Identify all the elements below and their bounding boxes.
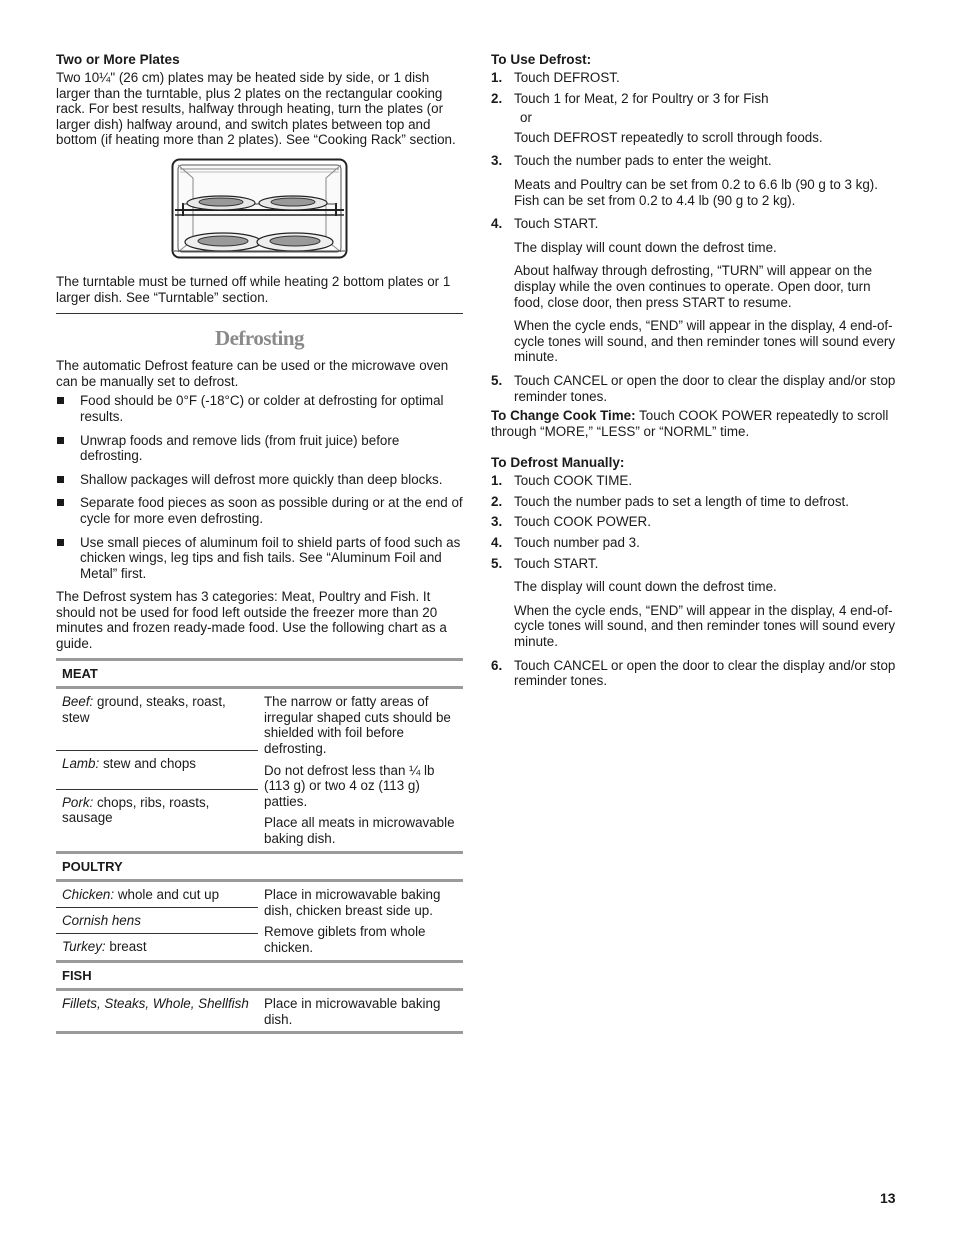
use-defrost-steps — [491, 70, 899, 404]
list-item: 4. Touch START. The display will count down the defrost time. About halfway through defrosting, “TURN” will appear on the display while the oven continues to operate. Open door, turn food, close door, then press START to resume. When the cycle ends, “END” will appear in the display, 4 end-of-cycle tones will sound, and then reminder tones will sound every minute. — [491, 216, 896, 365]
table-category-row — [56, 961, 463, 990]
table-category-row — [56, 852, 463, 881]
defrost-manually-steps — [491, 473, 899, 689]
bullet-square-icon — [57, 476, 64, 483]
list-item: Use small pieces of aluminum foil to shield parts of food such as chicken wings, leg tips and fish tails. See “Aluminum Foil and Metal” first. — [56, 535, 463, 582]
food-cell: Turkey: breast — [62, 939, 147, 955]
left-column — [56, 52, 463, 1034]
food-cell: Chicken: whole and cut up — [56, 881, 258, 908]
defrost-intro: The automatic Defrost feature can be used or the microwave oven can be manually set to defrost. — [56, 358, 449, 389]
oven-rack-illustration — [171, 158, 348, 260]
bullet-square-icon — [57, 437, 64, 444]
food-cell: Lamb: stew and chops — [56, 751, 258, 789]
table-row — [56, 881, 463, 908]
list-item: 3. Touch COOK POWER. — [491, 514, 651, 530]
list-item: Unwrap foods and remove lids (from fruit juice) before defrosting. — [56, 433, 463, 464]
tips-cell: Place in microwavable baking dish. — [258, 990, 463, 1033]
defrost-system-paragraph: The Defrost system has 3 categories: Meat, Poultry and Fish. It should not be used for food left outside the freezer more than 20 minutes and frozen ready-made food. Use the following chart as a guide. — [56, 589, 447, 652]
plates-paragraph: Two 10¼" (26 cm) plates may be heated side by side, or 1 dish larger than the turntable, plus 2 plates on the rectangular cooking rack. For best results, halfway through heating, turn the plates (or larger dish) halfway around, and switch plates between top and bottom (if heating more than 2 plates). See “Cooking Rack” section. — [56, 70, 456, 148]
tips-cell: Place in microwavable baking dish, chicken breast side up. Remove giblets from whole chicken. — [264, 887, 441, 955]
list-item: 2. Touch 1 for Meat, 2 for Poultry or 3 for Fish or Touch DEFROST repeatedly to scroll through foods. — [491, 90, 823, 145]
food-cell: Pork: chops, ribs, roasts, sausage — [62, 794, 210, 826]
bullet-square-icon — [57, 499, 64, 506]
list-item: 5. Touch CANCEL or open the door to clear the display and/or stop reminder tones. — [491, 372, 896, 404]
section-divider — [56, 313, 463, 314]
defrost-guide-table — [56, 658, 463, 1035]
section-title: Defrosting — [214, 326, 305, 351]
plates-heading: Two or More Plates — [56, 52, 180, 67]
bullet-square-icon — [57, 539, 64, 546]
list-item: 3. Touch the number pads to enter the weight. Meats and Poultry can be set from 0.2 to 6.6 lb (90 g to 3 kg). Fish can be set from 0.2 to 4.4 lb (90 g to 2 kg). — [491, 153, 878, 208]
list-item: 5. Touch START. The display will count down the defrost time. When the cycle ends, “END” will appear in the display, 4 end-of-cycle tones will sound, and then reminder tones will sound every minute. — [491, 555, 896, 650]
change-cook-time-paragraph: To Change Cook Time: Touch COOK POWER repeatedly to scroll through “MORE,” “LESS” or “NORML” time. — [491, 408, 889, 439]
table-category-row — [56, 659, 463, 688]
category-poultry: POULTRY — [56, 852, 463, 881]
list-item: 6. Touch CANCEL or open the door to clear the display and/or stop reminder tones. — [491, 657, 896, 689]
category-meat: MEAT — [56, 659, 463, 688]
bullet-square-icon — [57, 397, 64, 404]
use-defrost-heading: To Use Defrost: — [491, 52, 592, 67]
right-column — [491, 52, 899, 694]
food-cell: Beef: ground, steaks, roast, stew — [56, 688, 258, 751]
defrost-tips-list — [56, 393, 463, 581]
list-item: 2. Touch the number pads to set a length of time to defrost. — [491, 493, 849, 509]
list-item: Food should be 0°F (-18°C) or colder at defrosting for optimal results. — [56, 393, 463, 424]
page-number: 13 — [880, 1190, 896, 1206]
list-item: 1. Touch COOK TIME. — [491, 473, 633, 489]
food-cell: Fillets, Steaks, Whole, Shellfish — [56, 990, 258, 1033]
category-fish: FISH — [56, 961, 463, 990]
defrost-manually-heading: To Defrost Manually: — [491, 455, 625, 471]
table-row — [56, 688, 463, 751]
turntable-note: The turntable must be turned off while heating 2 bottom plates or 1 larger dish. See “Turntable” section. — [56, 273, 451, 305]
list-item: Separate food pieces as soon as possible during or at the end of cycle for more even defrosting. — [56, 495, 463, 526]
list-item: 1. Touch DEFROST. — [491, 70, 620, 85]
list-item: Shallow packages will defrost more quickly than deep blocks. — [56, 472, 463, 488]
food-cell: Cornish hens — [56, 908, 258, 934]
list-item: 4. Touch number pad 3. — [491, 535, 640, 551]
tips-cell: The narrow or fatty areas of irregular shaped cuts should be shielded with foil before defrosting. Do not defrost less than ¼ lb (113 g) or two 4 oz (113 g) patties. Place all meats in microwavable baking dish. — [264, 694, 455, 846]
table-row — [56, 990, 463, 1033]
